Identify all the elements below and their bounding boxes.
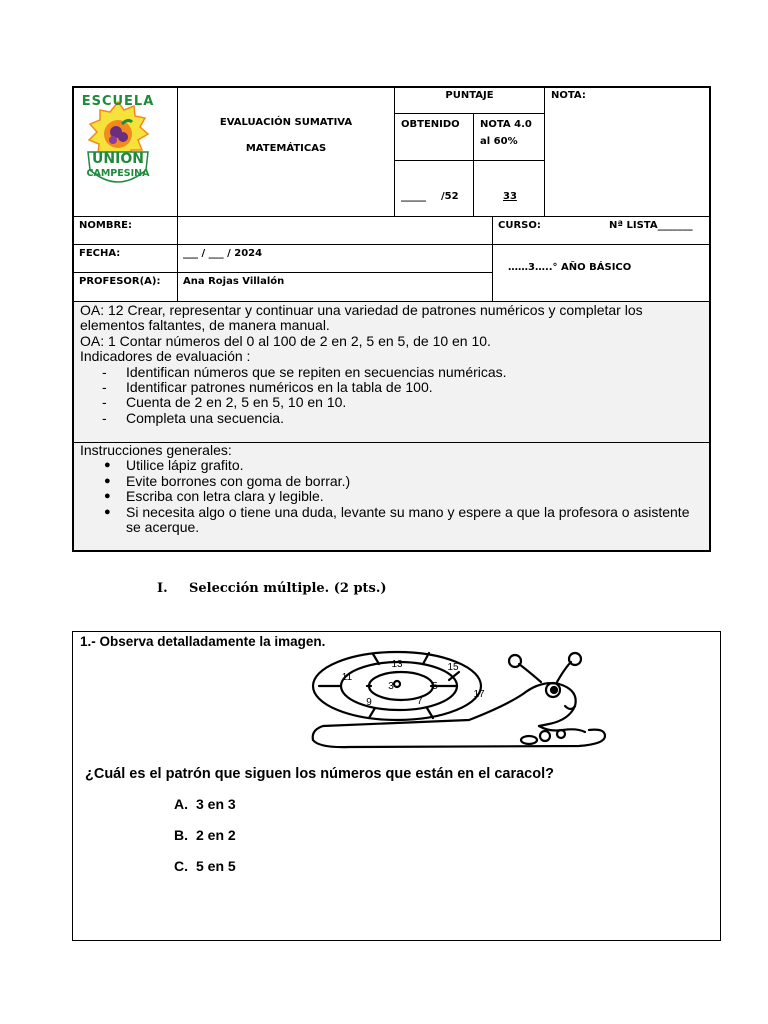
option-key: B.	[174, 827, 188, 843]
option-key: A.	[174, 796, 188, 812]
indicator-item: - Identificar patrones numéricos en la tabla de 100.	[102, 380, 706, 395]
nota-value: 33	[503, 191, 517, 202]
oa1-text: OA: 1 Contar números del 0 al 100 de 2 en 2, 5 en 5, de 10 en 10.	[80, 332, 491, 349]
snail-number: 17	[473, 689, 485, 700]
logo-top-text: ESCUELA	[81, 94, 155, 109]
curso-label: CURSO:	[498, 220, 541, 231]
snail-number: 15	[447, 662, 459, 673]
curso-value: ……3…..° AÑO BÁSICO	[508, 262, 632, 273]
instructions-block	[80, 443, 706, 535]
fecha-value[interactable]: ___ / ___ / 2024	[183, 248, 263, 259]
objectives-block	[80, 303, 706, 426]
instruction-item: ● Si necesita algo o tiene una duda, levante su mano y espere a que la profesora o asistente se acerque.	[102, 505, 706, 536]
nota-label: NOTA:	[551, 90, 586, 101]
nota-scale-line1: NOTA 4.0	[480, 119, 532, 130]
snail-number: 11	[341, 672, 353, 683]
snail-number: 5	[432, 681, 438, 692]
indicator-item: - Identifican números que se repiten en secuencias numéricas.	[102, 365, 706, 380]
indicators-list	[80, 365, 706, 427]
logo-mid-text: UNION	[92, 151, 144, 167]
indicator-item: - Cuenta de 2 en 2, 5 en 5, 10 en 10.	[102, 395, 706, 410]
snail-number: 13	[391, 659, 403, 670]
option-text: 2 en 2	[196, 827, 236, 843]
score-blank[interactable]: _____	[401, 191, 426, 202]
option-b[interactable]	[174, 827, 236, 843]
indicator-item: - Completa una secuencia.	[102, 411, 706, 426]
indicators-title: Indicadores de evaluación :	[80, 348, 251, 365]
instruction-item: ● Evite borrones con goma de borrar.)	[102, 474, 706, 489]
section-title: Selección múltiple. (2 pts.)	[189, 581, 387, 596]
question-prompt: 1.- Observa detalladamente la imagen.	[80, 634, 326, 649]
score-total: /52	[441, 191, 459, 202]
evaluation-title: EVALUACIÓN SUMATIVA	[219, 117, 353, 128]
school-logo	[78, 94, 158, 194]
fecha-label: FECHA:	[79, 248, 121, 259]
snail-image	[309, 650, 609, 750]
profesor-label: PROFESOR(A):	[79, 276, 161, 287]
option-c[interactable]	[174, 858, 236, 874]
oa12-text: OA: 12 Crear, representar y continuar una variedad de patrones numéricos y completar los elementos faltantes, de manera manual.	[80, 302, 643, 334]
option-a[interactable]	[174, 796, 236, 812]
option-key: C.	[174, 858, 188, 874]
question-text: ¿Cuál es el patrón que siguen los números que están en el caracol?	[85, 766, 554, 782]
snail-number-seven: 7	[417, 696, 423, 707]
puntaje-label: PUNTAJE	[445, 90, 494, 101]
instructions-title: Instrucciones generales:	[80, 442, 232, 458]
instructions-list	[80, 458, 706, 535]
snail-number: 3	[388, 681, 394, 692]
section-number: I.	[157, 581, 168, 596]
option-text: 3 en 3	[196, 796, 236, 812]
instruction-item: ● Escriba con letra clara y legible.	[102, 489, 706, 504]
profesor-value: Ana Rojas Villalón	[183, 276, 285, 287]
nota-scale-line2: al 60%	[480, 136, 518, 147]
subject-title: MATEMÁTICAS	[245, 143, 327, 154]
lista-label: Nª LISTA_______	[609, 220, 693, 231]
option-text: 5 en 5	[196, 858, 236, 874]
nombre-label: NOMBRE:	[79, 220, 132, 231]
logo-bottom-text: CAMPESINA	[86, 168, 150, 179]
obtenido-label: OBTENIDO	[401, 119, 460, 130]
snail-number: 9	[366, 697, 372, 708]
instruction-item: ● Utilice lápiz grafito.	[102, 458, 706, 473]
